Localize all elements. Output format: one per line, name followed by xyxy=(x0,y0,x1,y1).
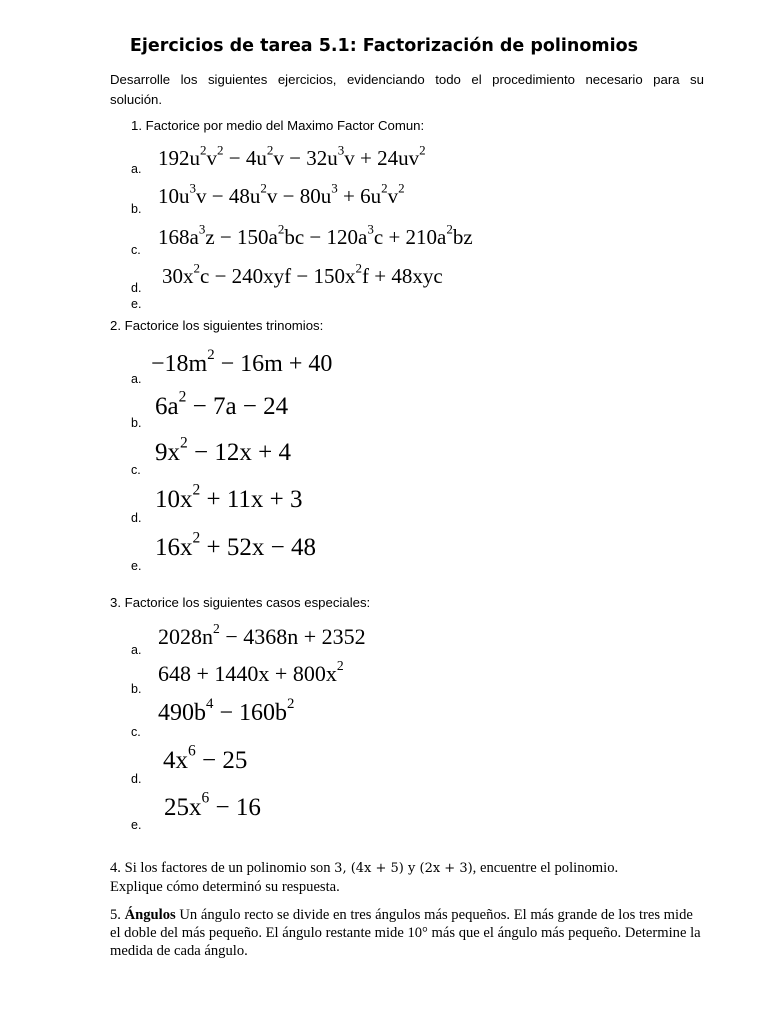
item-letter: d. xyxy=(131,772,142,786)
item-letter: c. xyxy=(131,463,141,477)
item-letter: d. xyxy=(131,511,142,525)
equation-2c: $9x^2 - 12x + 4$ xyxy=(155,434,291,466)
problem-4 xyxy=(110,859,710,896)
equation-2e: $16x^2 + 52x - 48$ xyxy=(155,529,316,561)
problem-4-factors: 3, (4x + 5) y (2x + 3) xyxy=(334,861,473,876)
equation-3b: $648 + 1440x + 800x^2$ xyxy=(158,658,344,686)
equation-1a: $192u^2v^2 - 4u^2v - 32u^3v + 24uv^2$ xyxy=(158,142,426,170)
item-letter: c. xyxy=(131,243,141,257)
item-letter: c. xyxy=(131,725,141,739)
item-letter: b. xyxy=(131,416,142,430)
item-letter: a. xyxy=(131,643,142,657)
equation-2b: $6a^2 - 7a - 24$ xyxy=(155,388,289,420)
instructions-line-2: solución. xyxy=(110,92,163,107)
item-letter: a. xyxy=(131,372,142,386)
section-1-heading: 1. Factorice por medio del Maximo Factor Comun: xyxy=(131,118,425,133)
section-3-heading: 3. Factorice los siguientes casos especiales: xyxy=(110,595,371,610)
instructions-line-1: Desarrolle los siguientes ejercicios, evidenciando todo el procedimiento necesario para su xyxy=(110,72,704,87)
problem-5-number: 5 xyxy=(110,907,118,923)
page-title: Ejercicios de tarea 5.1: Factorización de polinomios xyxy=(129,36,639,56)
item-letter: a. xyxy=(131,162,142,176)
instructions xyxy=(110,70,704,110)
equation-3d: $4x^6 - 25$ xyxy=(163,742,248,774)
equation-3e: $25x^6 - 16$ xyxy=(164,789,261,821)
item-letter: e. xyxy=(131,297,142,311)
problem-5-label: Ángulos xyxy=(124,907,176,923)
equation-1d: $30x^2c - 240xyf - 150x^2f + 48xyc$ xyxy=(162,260,443,288)
problem-4-line-2: Explique cómo determinó su respuesta. xyxy=(110,879,340,895)
equation-3a: $2028n^2 - 4368n + 2352$ xyxy=(158,621,366,649)
item-letter: b. xyxy=(131,682,142,696)
equation-1c: $168a^3z - 150a^2bc - 120a^3c + 210a^2bz$ xyxy=(158,221,473,249)
item-letter: d. xyxy=(131,281,142,295)
equation-2a: $-18m^2 - 16m + 40$ xyxy=(151,347,333,377)
section-2-heading: 2. Factorice los siguientes trinomios: xyxy=(110,318,324,333)
item-letter: e. xyxy=(131,818,142,832)
problem-5: 5. Ángulos Un ángulo recto se divide en tres ángulos más pequeños. El más grande de los tres mide el doble del más pequeño. El ángulo restante mide 10° más que el ángulo más pequeño. Determine la medida de cada ángulo. xyxy=(110,907,701,959)
equation-3c: $490b^4 - 160b^2$ xyxy=(158,696,295,726)
item-letter: b. xyxy=(131,202,142,216)
problem-4-number: 4 xyxy=(110,860,118,876)
problem-4-line-1: 4. Si los factores de un polinomio son 3, (4x + 5) y (2x + 3), encuentre el polinomio. xyxy=(110,860,619,876)
problem-5-text: Un ángulo recto se divide en tres ángulos más pequeños. El más grande de los tres mide el doble del más pequeño. El ángulo restante mide 10° más que el ángulo más pequeño. Determine la medida de cada ángulo. xyxy=(110,907,701,959)
item-letter: e. xyxy=(131,559,142,573)
equation-1b: $10u^3v - 48u^2v - 80u^3 + 6u^2v^2$ xyxy=(158,180,405,208)
equation-2d: $10x^2 + 11x + 3$ xyxy=(155,481,303,513)
